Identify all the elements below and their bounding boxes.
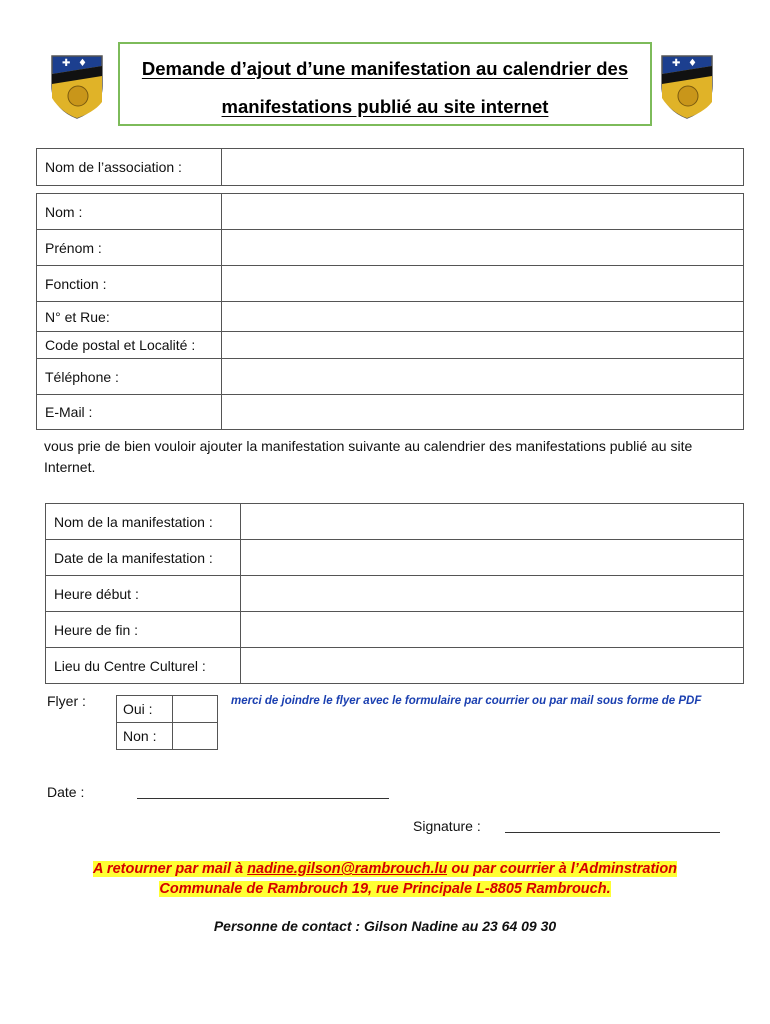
svg-text:✚: ✚ [62,58,71,69]
date-label: Date : [47,784,85,800]
signature-line[interactable] [505,832,720,833]
postal-field[interactable] [222,332,744,359]
function-field[interactable] [222,266,744,302]
event-name-label: Nom de la manifestation : [46,504,241,540]
firstname-label: Prénom : [37,230,222,266]
flyer-yes-label: Oui : [117,696,173,723]
contact-table [36,193,744,430]
association-table [36,148,744,186]
return-text-part2: ou par courrier à l’Adminstration [447,861,678,877]
event-name-field[interactable] [241,504,744,540]
event-date-field[interactable] [241,540,744,576]
function-label: Fonction : [37,266,222,302]
event-date-label: Date de la manifestation : [46,540,241,576]
date-line[interactable] [137,798,389,799]
svg-text:♦: ♦ [688,58,697,69]
end-time-field[interactable] [241,612,744,648]
page-title-line-1: Demande d’ajout d’une manifestation au calendrier des [141,58,629,79]
svg-text:♦: ♦ [78,58,87,69]
email-label: E-Mail : [37,395,222,430]
street-field[interactable] [222,302,744,332]
return-text-part1: A retourner par mail à [92,861,248,877]
flyer-no-label: Non : [117,723,173,750]
flyer-no-checkbox[interactable] [173,723,218,750]
start-time-field[interactable] [241,576,744,612]
phone-field[interactable] [222,359,744,395]
name-label: Nom : [37,194,222,230]
flyer-label: Flyer : [47,693,86,709]
coat-of-arms-right [658,52,716,120]
end-time-label: Heure de fin : [46,612,241,648]
signature-label: Signature : [413,818,481,834]
phone-label: Téléphone : [37,359,222,395]
return-instructions [0,859,770,899]
association-label: Nom de l’association : [37,149,222,186]
contact-email-link[interactable]: nadine.gilson@rambrouch.lu [247,861,448,877]
flyer-note: merci de joindre le flyer avec le formulaire par courrier ou par mail sous forme de PDF [231,695,702,707]
venue-label: Lieu du Centre Culturel : [46,648,241,684]
event-table [45,503,744,684]
return-address: Communale de Rambrouch 19, rue Principale L-8805 Rambrouch. [159,881,611,897]
email-field[interactable] [222,395,744,430]
title-box [118,42,652,126]
flyer-options [116,695,218,750]
start-time-label: Heure début : [46,576,241,612]
page-title-line-2: manifestations publié au site internet [221,96,549,117]
postal-label: Code postal et Localité : [37,332,222,359]
intro-text: vous prie de bien vouloir ajouter la manifestation suivante au calendrier des manifestations publié au site Internet. [44,438,693,475]
association-field[interactable] [222,149,744,186]
street-label: N° et Rue: [37,302,222,332]
venue-field[interactable] [241,648,744,684]
contact-person: Personne de contact : Gilson Nadine au 23 64 09 30 [213,918,557,934]
svg-text:✚: ✚ [672,58,681,69]
name-field[interactable] [222,194,744,230]
coat-of-arms-left [48,52,106,120]
flyer-yes-checkbox[interactable] [173,696,218,723]
firstname-field[interactable] [222,230,744,266]
